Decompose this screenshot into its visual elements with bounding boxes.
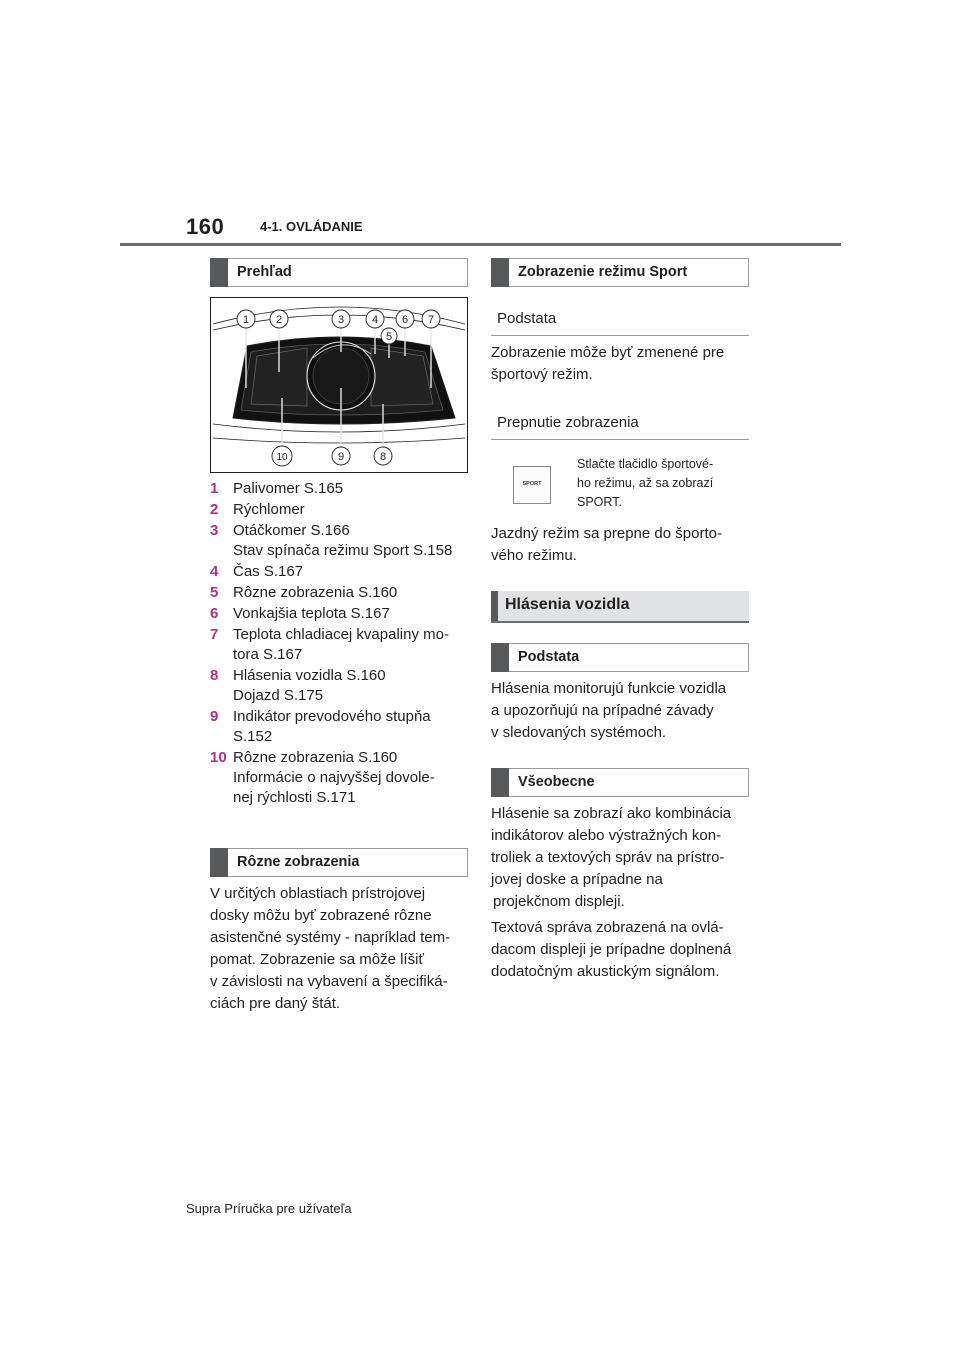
messages-principle-text: Hlásenia monitorujú funkcie vozidla a upozorňujú na prípadné závady v sledovaných systémoch. xyxy=(491,680,727,741)
svg-text:6: 6 xyxy=(401,314,409,326)
legend-item xyxy=(210,479,470,499)
principle-subheading: Podstata xyxy=(491,306,749,336)
page-number: 160 xyxy=(186,214,225,239)
general-text-2: Textová správa zobrazená na ovlá- dacom displeji je prípadne doplnená dodatočným akustickým signálom. xyxy=(491,919,732,980)
header-rule xyxy=(120,243,841,246)
legend-number: 3 xyxy=(210,522,219,539)
legend-text: Informácie o najvyššej dovole- xyxy=(233,769,435,786)
legend-item xyxy=(210,707,470,747)
figure-legend xyxy=(210,479,470,809)
general-heading: Všeobecne xyxy=(491,768,749,797)
legend-number: 7 xyxy=(210,626,219,643)
instrument-cluster-figure xyxy=(210,297,468,473)
messages-principle-heading: Podstata xyxy=(491,643,749,672)
legend-number: 1 xyxy=(210,480,219,497)
legend-number: 5 xyxy=(210,584,219,601)
sport-button-icon: SPORT xyxy=(513,466,551,504)
legend-item xyxy=(210,748,470,808)
switch-result: Jazdný režim sa prepne do športo- vého režimu. xyxy=(491,525,722,564)
legend-text: tora S.167 xyxy=(233,646,303,663)
legend-text: Palivomer S.165 xyxy=(233,480,344,497)
callout-6 xyxy=(396,310,414,328)
legend-text: Čas S.167 xyxy=(233,563,304,580)
svg-text:9: 9 xyxy=(337,451,345,463)
legend-item xyxy=(210,521,470,561)
legend-text: Rôzne zobrazenia S.160 xyxy=(233,584,398,601)
callout-4 xyxy=(366,310,384,328)
callout-2 xyxy=(270,310,288,328)
legend-text: Dojazd S.175 xyxy=(233,687,324,704)
legend-item xyxy=(210,583,470,603)
displays-text: V určitých oblastiach prístrojovej dosky môžu byť zobrazené rôzne asistenčné systémy - napríklad tem- pomat. Zobrazenie sa môže líšiť v závislosti na vybavení a špecifiká- ciách pre daný štát. xyxy=(210,885,451,1012)
svg-text:5: 5 xyxy=(385,331,393,343)
svg-text:1: 1 xyxy=(242,314,250,326)
switch-instruction: Stlačte tlačidlo športové- ho režimu, až sa zobrazí SPORT. xyxy=(577,457,714,509)
legend-text: Rýchlomer xyxy=(233,501,305,518)
legend-text: Rôzne zobrazenia S.160 xyxy=(233,749,398,766)
callout-9 xyxy=(332,447,350,465)
footer-text: Supra Príručka pre užívateľa xyxy=(186,1201,352,1216)
callout-3 xyxy=(332,310,350,328)
legend-text: Otáčkomer S.166 xyxy=(233,522,350,539)
legend-text: nej rýchlosti S.171 xyxy=(233,789,356,806)
legend-item xyxy=(210,562,470,582)
legend-number: 10 xyxy=(210,749,227,766)
legend-number: 2 xyxy=(210,501,219,518)
legend-text: Stav spínača režimu Sport S.158 xyxy=(233,542,453,559)
legend-number: 6 xyxy=(210,605,219,622)
callout-1 xyxy=(237,310,255,328)
callout-5 xyxy=(381,328,397,344)
legend-number: 8 xyxy=(210,667,219,684)
legend-item xyxy=(210,666,470,706)
displays-heading: Rôzne zobrazenia xyxy=(210,848,468,877)
legend-text: Indikátor prevodového stupňa xyxy=(233,708,431,725)
legend-text: S.152 xyxy=(233,728,273,745)
callout-8 xyxy=(374,447,392,465)
sport-heading: Zobrazenie režimu Sport xyxy=(491,258,749,287)
svg-text:7: 7 xyxy=(427,314,435,326)
legend-item xyxy=(210,625,470,665)
legend-item xyxy=(210,500,470,520)
legend-item xyxy=(210,604,470,624)
svg-text:4: 4 xyxy=(371,314,379,326)
legend-text: Vonkajšia teplota S.167 xyxy=(233,605,390,622)
callout-10 xyxy=(272,446,292,466)
legend-text: Hlásenia vozidla S.160 xyxy=(233,667,386,684)
general-text-1: Hlásenie sa zobrazí ako kombinácia indikátorov alebo výstražných kon- troliek a textových správ na prístro- jovej doske a prípadne na projekčnom displeji. xyxy=(491,805,732,910)
messages-heading: Hlásenia vozidla xyxy=(491,591,749,623)
principle-text: Zobrazenie môže byť zmenené pre športový režim. xyxy=(491,344,725,383)
svg-text:8: 8 xyxy=(379,451,387,463)
legend-number: 9 xyxy=(210,708,219,725)
overview-heading: Prehľad xyxy=(210,258,468,287)
svg-text:3: 3 xyxy=(337,314,345,326)
callout-7 xyxy=(422,310,440,328)
legend-number: 4 xyxy=(210,563,219,580)
svg-text:2: 2 xyxy=(275,314,283,326)
legend-text: Teplota chladiacej kvapaliny mo- xyxy=(233,626,449,643)
chapter-title: 4-1. OVLÁDANIE xyxy=(260,219,363,234)
switch-subheading: Prepnutie zobrazenia xyxy=(491,410,749,440)
svg-text:10: 10 xyxy=(276,452,288,463)
